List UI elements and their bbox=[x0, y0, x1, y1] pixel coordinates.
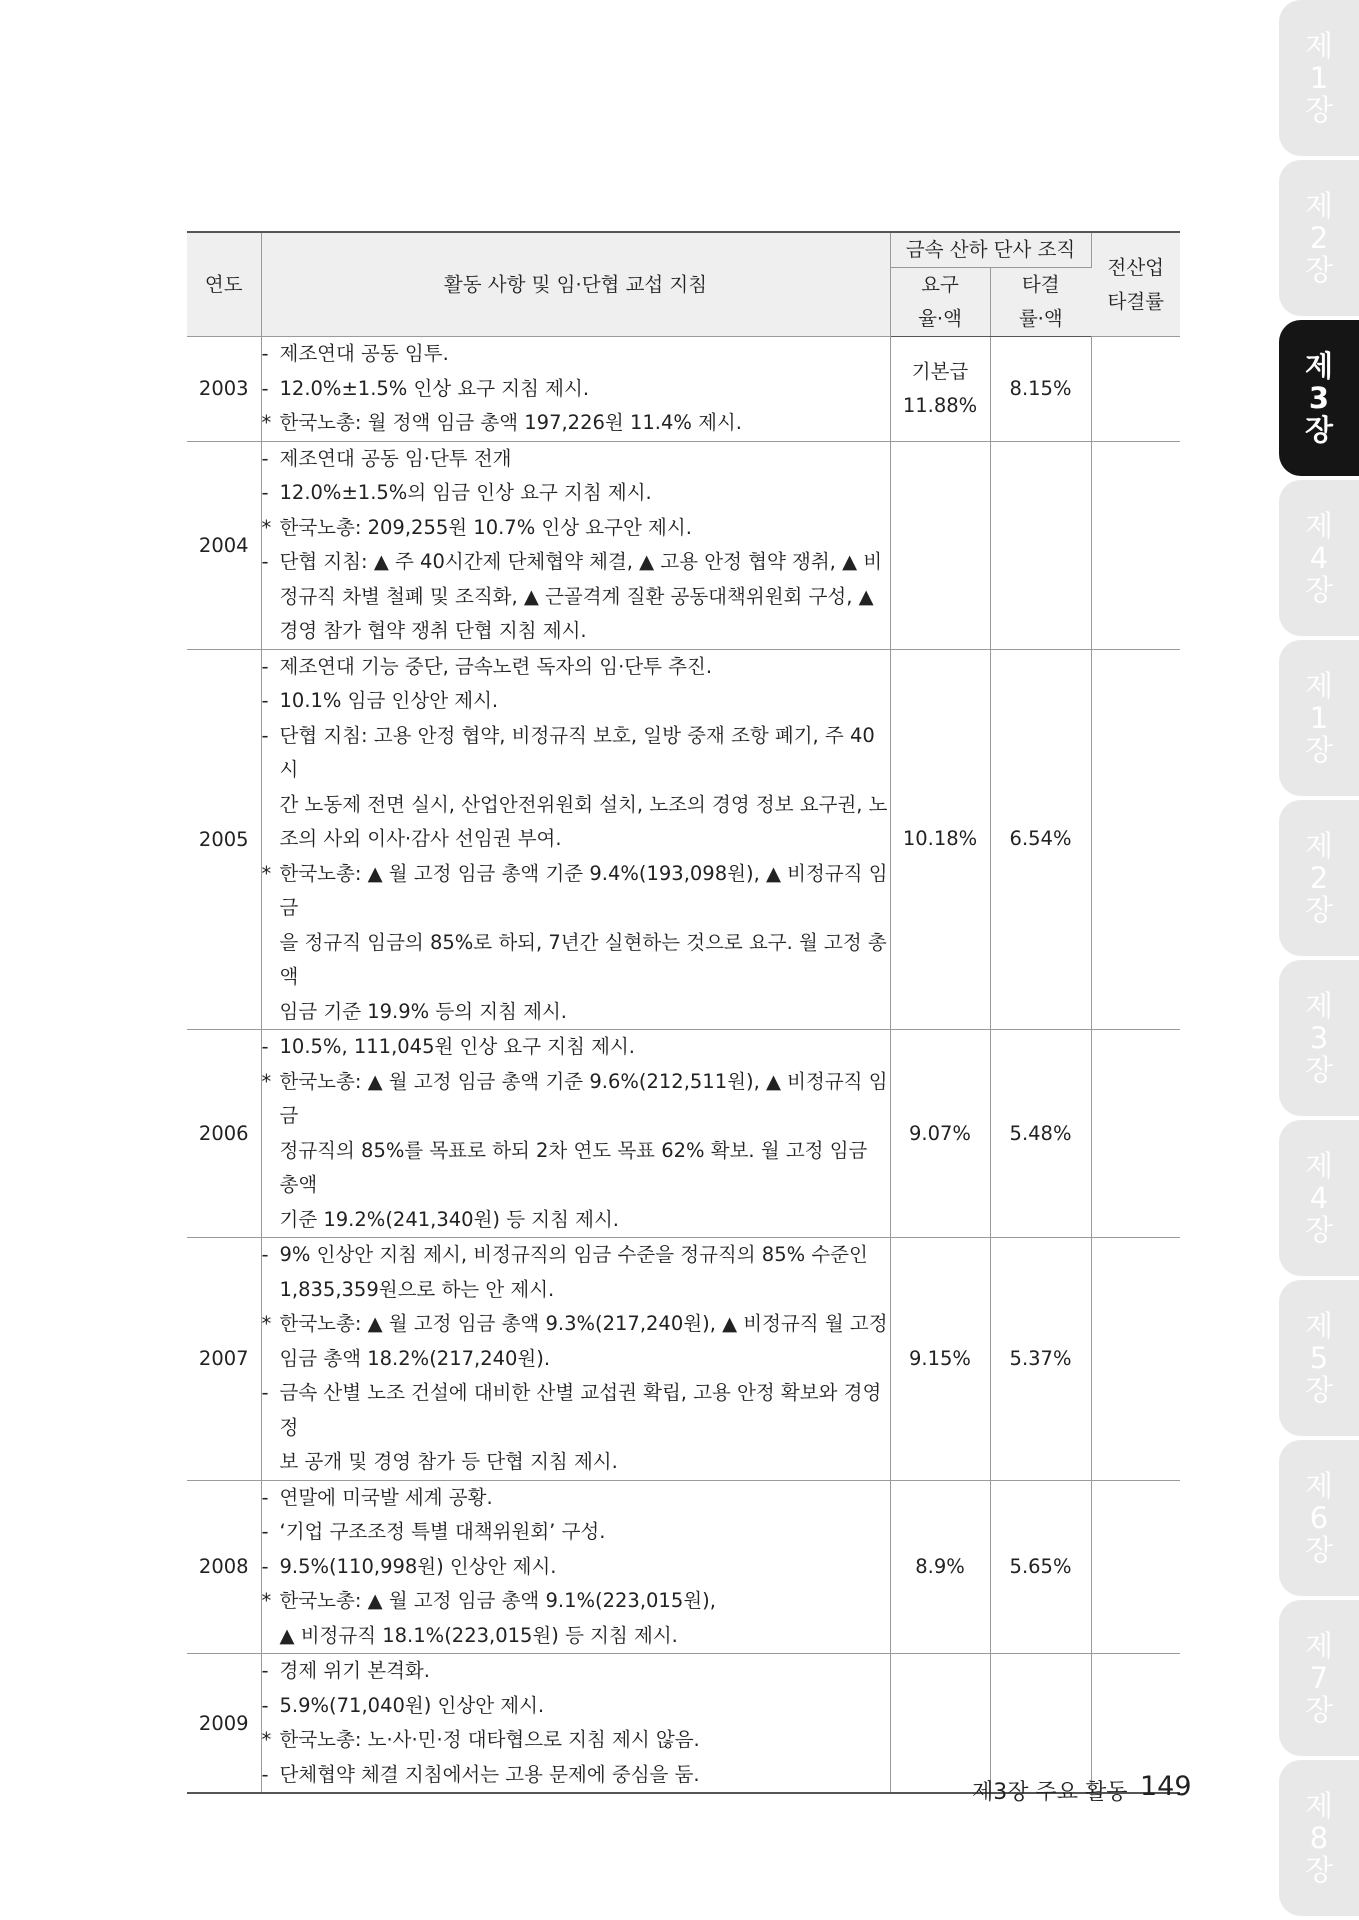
activity-line bbox=[262, 926, 890, 995]
header-year: 연도 bbox=[187, 232, 261, 337]
activity-line bbox=[262, 1203, 890, 1238]
activity-text: 한국노총: 209,255원 10.7% 인상 요구안 제시. bbox=[279, 515, 692, 539]
demand-cell bbox=[890, 337, 990, 442]
activity-text: 정규직 차별 철폐 및 조직화, ▲ 근골격계 질환 공동대책위원회 구성, ▲ bbox=[279, 584, 874, 608]
chapter-tab-char: 장 bbox=[1304, 1373, 1333, 1407]
activity-text: 보 공개 및 경영 참가 등 단협 지침 제시. bbox=[279, 1450, 618, 1473]
chapter-tab-char: 3 bbox=[1308, 381, 1330, 415]
bullet-marker bbox=[262, 995, 280, 1030]
activity-line bbox=[262, 614, 890, 649]
chapter-tab-char: 제 bbox=[1304, 1469, 1333, 1503]
chapter-tab-char: 장 bbox=[1304, 1853, 1333, 1887]
bullet-marker: - bbox=[261, 689, 269, 712]
bullet-marker: - bbox=[261, 342, 269, 365]
settle-cell: 8.15% bbox=[990, 337, 1091, 442]
table-row bbox=[187, 441, 1180, 649]
chapter-tab-6[interactable] bbox=[1279, 960, 1359, 1116]
header-activity: 활동 사항 및 임·단협 교섭 지침 bbox=[261, 232, 890, 337]
demand-cell bbox=[890, 441, 990, 649]
activity-text: 10.5%, 111,045원 인상 요구 지침 제시. bbox=[279, 1035, 636, 1058]
table-row bbox=[187, 337, 1180, 442]
activity-text: 제조연대 공동 임투. bbox=[279, 342, 449, 365]
activity-text: 을 정규직 임금의 85%로 하되, 7년간 실현하는 것으로 요구. 월 고정 총액 bbox=[279, 930, 887, 988]
bullet-marker: - bbox=[261, 1554, 269, 1578]
activity-line bbox=[262, 1758, 890, 1793]
bullet-marker bbox=[262, 822, 280, 857]
activity-line bbox=[262, 822, 890, 857]
chapter-tab-char: 2 bbox=[1309, 221, 1329, 255]
year-cell: 2007 bbox=[187, 1238, 261, 1481]
settle-cell: 5.65% bbox=[990, 1480, 1091, 1654]
activity-cell bbox=[261, 441, 890, 649]
chapter-tabs bbox=[1279, 0, 1359, 1920]
chapter-tab-8[interactable] bbox=[1279, 1280, 1359, 1436]
chapter-tab-7[interactable] bbox=[1279, 1120, 1359, 1276]
all-industry-cell bbox=[1091, 1480, 1180, 1654]
bullet-marker: - bbox=[261, 654, 269, 678]
table-body bbox=[187, 337, 1180, 1794]
header-settle-line2: 률·액 bbox=[1018, 307, 1063, 330]
chapter-tab-char: 장 bbox=[1304, 893, 1333, 927]
activity-text: 경영 참가 협약 쟁취 단협 지침 제시. bbox=[279, 619, 587, 642]
activity-line bbox=[262, 1584, 890, 1619]
activity-line bbox=[262, 995, 890, 1030]
activity-text: 임금 기준 19.9% 등의 지침 제시. bbox=[279, 999, 568, 1023]
activity-line bbox=[262, 1550, 890, 1585]
activity-line bbox=[262, 1065, 890, 1134]
bullet-marker: - bbox=[261, 1659, 269, 1682]
bullet-marker: - bbox=[261, 1035, 269, 1058]
settle-cell: 5.37% bbox=[990, 1238, 1091, 1481]
activity-line bbox=[262, 580, 890, 615]
activity-line bbox=[262, 1376, 890, 1445]
activity-text: 10.1% 임금 인상안 제시. bbox=[279, 689, 499, 712]
year-cell: 2005 bbox=[187, 649, 261, 1030]
activity-cell bbox=[261, 1030, 890, 1238]
activity-text: 기준 19.2%(241,340원) 등 지침 제시. bbox=[279, 1207, 619, 1231]
chapter-tab-char: 장 bbox=[1304, 1053, 1333, 1087]
activity-line bbox=[262, 1481, 890, 1516]
activity-line bbox=[262, 1342, 890, 1377]
chapter-tab-char: 장 bbox=[1304, 1533, 1333, 1567]
demand-value: 11.88% bbox=[902, 393, 978, 417]
bullet-marker: - bbox=[261, 1485, 269, 1509]
bullet-marker: - bbox=[261, 1693, 269, 1717]
activity-line bbox=[262, 406, 890, 441]
activity-text: 단협 지침: 고용 안정 협약, 비정규직 보호, 일방 중재 조항 폐기, 주 40시 bbox=[279, 723, 875, 781]
activity-cell bbox=[261, 1238, 890, 1481]
activity-table bbox=[187, 231, 1180, 1794]
activity-line bbox=[262, 1273, 890, 1308]
chapter-tab-char: 장 bbox=[1304, 1213, 1333, 1247]
activity-text: 5.9%(71,040원) 인상안 제시. bbox=[279, 1693, 545, 1717]
year-cell: 2004 bbox=[187, 441, 261, 649]
activity-line bbox=[262, 1723, 890, 1758]
all-industry-cell bbox=[1091, 1030, 1180, 1238]
activity-line bbox=[262, 1515, 890, 1550]
demand-value: 기본급 bbox=[911, 359, 969, 383]
footer-chapter-title: 제3장 주요 활동 bbox=[972, 1780, 1128, 1805]
demand-value: 9.15% bbox=[909, 1346, 971, 1370]
activity-text: 1,835,359원으로 하는 안 제시. bbox=[279, 1277, 555, 1301]
chapter-tab-4[interactable] bbox=[1279, 640, 1359, 796]
bullet-marker: - bbox=[261, 1381, 269, 1404]
activity-text: 단협 지침: ▲ 주 40시간제 단체협약 체결, ▲ 고용 안정 협약 쟁취, ▲ 비 bbox=[279, 550, 883, 573]
activity-cell bbox=[261, 649, 890, 1030]
activity-line bbox=[262, 650, 890, 685]
activity-line bbox=[262, 442, 890, 477]
bullet-marker: - bbox=[261, 1243, 269, 1266]
chapter-tab-3[interactable] bbox=[1279, 480, 1359, 636]
chapter-tab-5[interactable] bbox=[1279, 800, 1359, 956]
all-industry-cell bbox=[1091, 1238, 1180, 1481]
activity-line bbox=[262, 788, 890, 823]
chapter-tab-char: 6 bbox=[1309, 1501, 1329, 1535]
activity-text: ▲ 비정규직 18.1%(223,015원) 등 지침 제시. bbox=[279, 1623, 678, 1647]
activity-text: 제조연대 공동 임·단투 전개 bbox=[279, 446, 512, 470]
activity-text: ‘기업 구조조정 특별 대책위원회’ 구성. bbox=[279, 1520, 606, 1543]
activity-text: 12.0%±1.5% 인상 요구 지침 제시. bbox=[279, 376, 590, 400]
chapter-tab-char: 제 bbox=[1304, 1149, 1333, 1183]
demand-cell bbox=[890, 1654, 990, 1794]
year-cell: 2009 bbox=[187, 1654, 261, 1794]
table-row bbox=[187, 649, 1180, 1030]
demand-cell bbox=[890, 1238, 990, 1481]
chapter-tab-char: 제 bbox=[1304, 189, 1333, 223]
header-all-industry-line2: 타결률 bbox=[1107, 289, 1165, 313]
activity-line bbox=[262, 1307, 890, 1342]
header-all-industry-line1: 전산업 bbox=[1107, 255, 1165, 279]
activity-line bbox=[262, 1654, 890, 1689]
demand-value: 9.07% bbox=[909, 1121, 971, 1145]
chapter-tab-char: 8 bbox=[1309, 1821, 1329, 1855]
chapter-tab-2[interactable] bbox=[1279, 320, 1359, 476]
page-number: 149 bbox=[1140, 1771, 1192, 1802]
header-demand bbox=[890, 268, 990, 337]
chapter-tab-10[interactable] bbox=[1279, 1600, 1359, 1756]
all-industry-cell bbox=[1091, 337, 1180, 442]
year-cell: 2006 bbox=[187, 1030, 261, 1238]
bullet-marker: - bbox=[261, 723, 269, 747]
activity-line bbox=[262, 511, 890, 546]
bullet-marker bbox=[262, 1203, 280, 1238]
activity-line bbox=[262, 719, 890, 788]
activity-text: 경제 위기 본격화. bbox=[279, 1659, 430, 1682]
bullet-marker: - bbox=[261, 446, 269, 470]
demand-cell bbox=[890, 649, 990, 1030]
chapter-tab-0[interactable] bbox=[1279, 0, 1359, 156]
bullet-marker: - bbox=[261, 481, 269, 504]
chapter-tab-char: 장 bbox=[1304, 253, 1333, 287]
table-header-row bbox=[187, 232, 1180, 268]
activity-text: 한국노총: ▲ 월 고정 임금 총액 9.1%(223,015원), bbox=[279, 1589, 716, 1612]
bullet-marker bbox=[262, 1619, 280, 1654]
settle-cell: 5.48% bbox=[990, 1030, 1091, 1238]
activity-text: 한국노총: ▲ 월 고정 임금 총액 9.3%(217,240원), ▲ 비정규직 월 고정 bbox=[279, 1312, 888, 1335]
bullet-marker: - bbox=[261, 1520, 269, 1543]
chapter-tab-char: 2 bbox=[1309, 861, 1329, 895]
activity-line bbox=[262, 1445, 890, 1480]
activity-line bbox=[262, 476, 890, 511]
activity-text: 임금 총액 18.2%(217,240원). bbox=[279, 1346, 551, 1370]
bullet-marker: - bbox=[261, 1762, 269, 1786]
settle-cell: 6.54% bbox=[990, 649, 1091, 1030]
bullet-marker: * bbox=[261, 1728, 272, 1751]
bullet-marker bbox=[262, 614, 280, 649]
chapter-tab-char: 1 bbox=[1309, 61, 1329, 95]
activity-cell bbox=[261, 1480, 890, 1654]
activity-text: 단체협약 체결 지침에서는 고용 문제에 중심을 둠. bbox=[279, 1762, 700, 1786]
bullet-marker: * bbox=[261, 861, 272, 885]
activity-text: 한국노총: ▲ 월 고정 임금 총액 기준 9.6%(212,511원), ▲ 비정규직 임금 bbox=[279, 1069, 888, 1127]
activity-text: 한국노총: 월 정액 임금 총액 197,226원 11.4% 제시. bbox=[279, 411, 742, 434]
activity-line bbox=[262, 1689, 890, 1724]
activity-cell bbox=[261, 337, 890, 442]
activity-text: 간 노동제 전면 실시, 산업안전위원회 설치, 노조의 경영 정보 요구권, 노 bbox=[279, 792, 888, 816]
chapter-tab-11[interactable] bbox=[1279, 1760, 1359, 1916]
bullet-marker: * bbox=[261, 1589, 272, 1612]
table-row bbox=[187, 1654, 1180, 1794]
bullet-marker: * bbox=[261, 1312, 272, 1335]
all-industry-cell bbox=[1091, 441, 1180, 649]
chapter-tab-char: 장 bbox=[1304, 1693, 1333, 1727]
chapter-tab-char: 제 bbox=[1304, 829, 1333, 863]
chapter-tab-char: 7 bbox=[1309, 1661, 1329, 1695]
activity-line bbox=[262, 1134, 890, 1203]
demand-value: 10.18% bbox=[902, 827, 978, 851]
chapter-tab-char: 제 bbox=[1304, 29, 1333, 63]
table-row bbox=[187, 1480, 1180, 1654]
bullet-marker bbox=[262, 1342, 280, 1377]
activity-text: 9% 인상안 지침 제시, 비정규직의 임금 수준을 정규직의 85% 수준인 bbox=[279, 1243, 868, 1266]
activity-line bbox=[262, 1619, 890, 1654]
chapter-tab-char: 1 bbox=[1309, 701, 1329, 735]
chapter-tab-char: 제 bbox=[1304, 989, 1333, 1023]
chapter-tab-char: 3 bbox=[1309, 1021, 1329, 1055]
year-cell: 2008 bbox=[187, 1480, 261, 1654]
bullet-marker bbox=[262, 788, 280, 823]
bullet-marker: * bbox=[261, 515, 272, 539]
header-settle bbox=[990, 268, 1091, 337]
chapter-tab-char: 제 bbox=[1304, 1629, 1333, 1663]
chapter-tab-char: 제 bbox=[1304, 1309, 1333, 1343]
chapter-tab-char: 장 bbox=[1304, 573, 1333, 607]
bullet-marker: * bbox=[261, 1069, 272, 1093]
year-cell: 2003 bbox=[187, 337, 261, 442]
all-industry-cell bbox=[1091, 649, 1180, 1030]
activity-line bbox=[262, 684, 890, 719]
table-row bbox=[187, 1030, 1180, 1238]
activity-line bbox=[262, 372, 890, 407]
activity-line bbox=[262, 337, 890, 372]
bullet-marker bbox=[262, 1445, 280, 1480]
activity-text: 제조연대 기능 중단, 금속노련 독자의 임·단투 추진. bbox=[279, 654, 713, 678]
activity-line bbox=[262, 1030, 890, 1065]
activity-text: 12.0%±1.5%의 임금 인상 요구 지침 제시. bbox=[279, 481, 652, 504]
chapter-tab-char: 장 bbox=[1304, 93, 1333, 127]
activity-text: 조의 사외 이사·감사 선임권 부여. bbox=[279, 827, 562, 850]
chapter-tab-9[interactable] bbox=[1279, 1440, 1359, 1596]
activity-text: 연말에 미국발 세계 공황. bbox=[279, 1485, 493, 1509]
chapter-tab-char: 4 bbox=[1309, 1181, 1329, 1215]
chapter-tab-char: 장 bbox=[1304, 733, 1333, 767]
activity-text: 한국노총: 노·사·민·정 대타협으로 지침 제시 않음. bbox=[279, 1728, 700, 1751]
chapter-tab-char: 제 bbox=[1304, 509, 1333, 543]
chapter-tab-char: 제 bbox=[1304, 349, 1333, 383]
demand-cell bbox=[890, 1480, 990, 1654]
header-demand-line2: 율·액 bbox=[918, 307, 962, 330]
demand-cell bbox=[890, 1030, 990, 1238]
demand-value: 8.9% bbox=[915, 1554, 965, 1578]
chapter-tab-char: 4 bbox=[1309, 541, 1329, 575]
settle-cell bbox=[990, 441, 1091, 649]
activity-cell bbox=[261, 1654, 890, 1794]
bullet-marker bbox=[262, 1273, 280, 1308]
activity-text: 금속 산별 노조 건설에 대비한 산별 교섭권 확립, 고용 안정 확보와 경영 정 bbox=[279, 1381, 882, 1439]
header-settle-line1: 타결 bbox=[1021, 273, 1060, 296]
header-demand-line1: 요구 bbox=[921, 273, 959, 296]
activity-text: 9.5%(110,998원) 인상안 제시. bbox=[279, 1554, 557, 1578]
bullet-marker bbox=[262, 580, 280, 615]
chapter-tab-char: 5 bbox=[1309, 1341, 1329, 1375]
chapter-tab-char: 장 bbox=[1304, 413, 1333, 447]
chapter-tab-char: 제 bbox=[1304, 1789, 1333, 1823]
chapter-tab-char: 제 bbox=[1304, 669, 1333, 703]
bullet-marker: * bbox=[261, 411, 272, 434]
bullet-marker bbox=[262, 926, 280, 995]
activity-text: 정규직의 85%를 목표로 하되 2차 연도 목표 62% 확보. 월 고정 임금 총액 bbox=[279, 1138, 868, 1196]
chapter-tab-1[interactable] bbox=[1279, 160, 1359, 316]
header-group: 금속 산하 단사 조직 bbox=[890, 232, 1091, 268]
bullet-marker bbox=[262, 1134, 280, 1203]
activity-text: 한국노총: ▲ 월 고정 임금 총액 기준 9.4%(193,098원), ▲ 비정규직 임금 bbox=[279, 861, 888, 919]
table-row bbox=[187, 1238, 1180, 1481]
activity-line bbox=[262, 857, 890, 926]
bullet-marker: - bbox=[261, 550, 269, 573]
activity-line bbox=[262, 545, 890, 580]
bullet-marker: - bbox=[261, 376, 269, 400]
activity-line bbox=[262, 1238, 890, 1273]
header-all-industry bbox=[1091, 232, 1180, 337]
settle-cell bbox=[990, 1654, 1091, 1794]
